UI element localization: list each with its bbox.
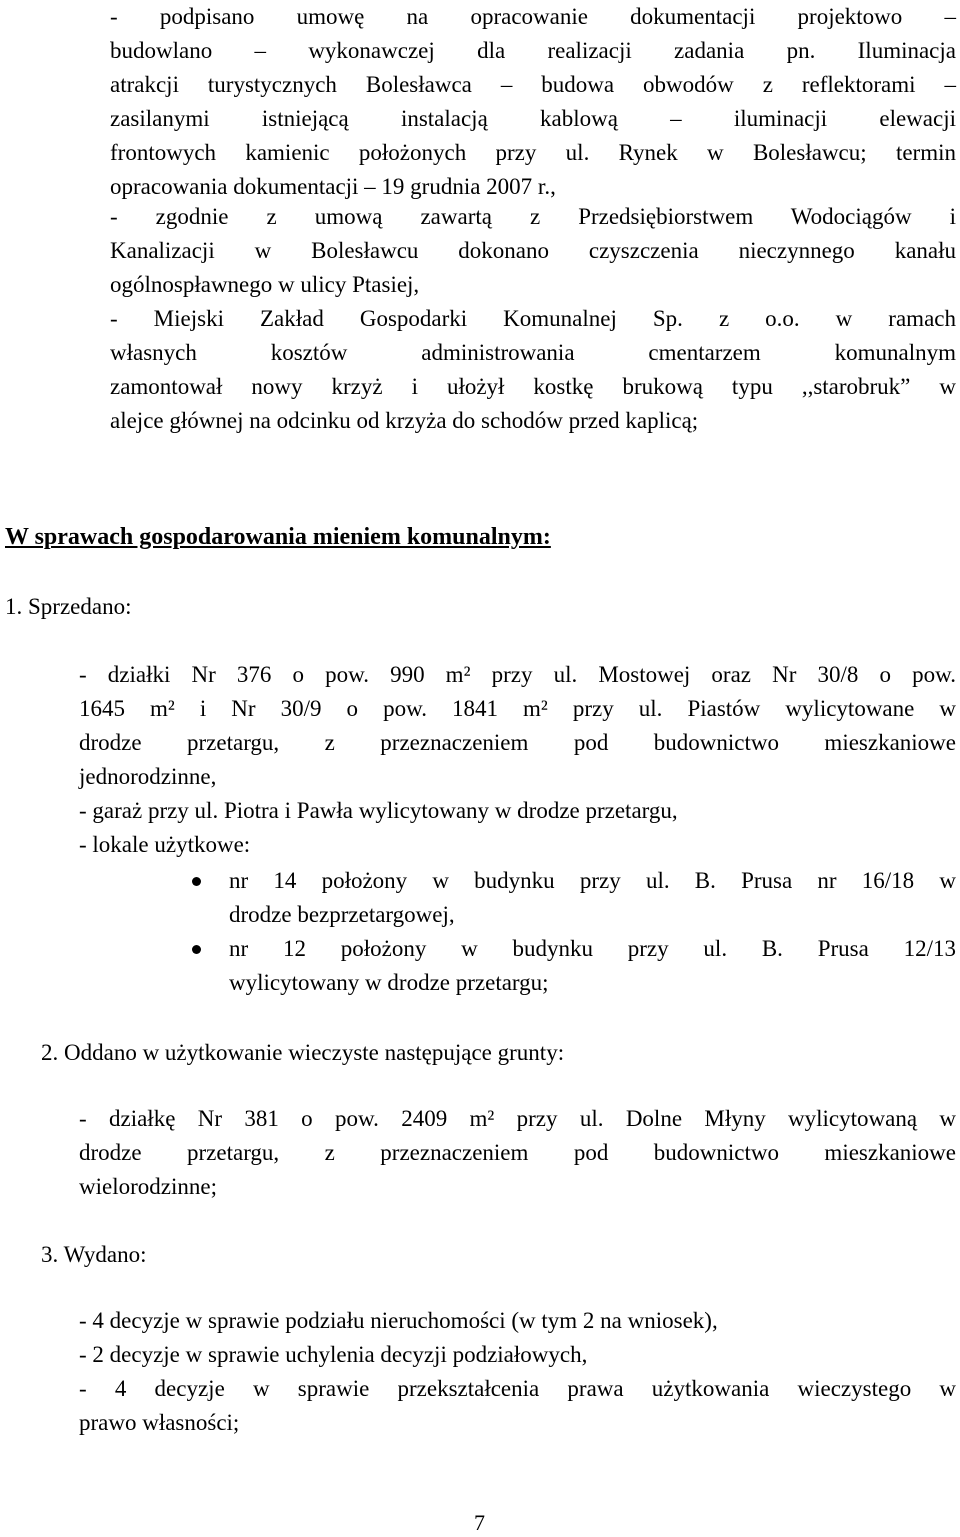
text-line: Kanalizacji w Bolesławcu dokonano czyszczenia nieczynnego kanału xyxy=(110,238,956,263)
text-line: drodze bezprzetargowej, xyxy=(229,902,455,927)
text-line: nr 12 położony w budynku przy ul. B. Prusa 12/13 xyxy=(229,936,956,961)
text-line: - podpisano umowę na opracowanie dokumentacji projektowo – xyxy=(110,4,956,29)
text-line: nr 14 położony w budynku przy ul. B. Prusa nr 16/18 w xyxy=(229,868,956,893)
point1-title: 1. Sprzedano: xyxy=(5,594,132,619)
paragraph-uzytkowanie xyxy=(79,1102,956,1204)
text-line: wielorodzinne; xyxy=(79,1174,217,1199)
bullet-icon xyxy=(192,877,201,886)
text-line: alejce głównej na odcinku od krzyża do schodów przed kaplicą; xyxy=(110,408,699,433)
point3-title: 3. Wydano: xyxy=(41,1242,147,1267)
point2-title: 2. Oddano w użytkowanie wieczyste następujące grunty: xyxy=(41,1040,565,1065)
text-line: jednorodzinne, xyxy=(79,764,217,789)
text-line: - działki Nr 376 o pow. 990 m² przy ul. Mostowej oraz Nr 30/8 o pow. xyxy=(79,662,956,687)
text-line: - Miejski Zakład Gospodarki Komunalnej Sp. z o.o. w ramach xyxy=(110,306,956,331)
text-line: - garaż przy ul. Piotra i Pawła wylicytowany w drodze przetargu, xyxy=(79,798,678,823)
text-line: frontowych kamienic położonych przy ul. Rynek w Bolesławcu; termin xyxy=(110,140,956,165)
paragraph-cmentarz xyxy=(110,302,956,438)
paragraph-iluminacja xyxy=(110,0,956,204)
text-line: - 4 decyzje w sprawie przekształcenia prawa użytkowania wieczystego w xyxy=(79,1376,956,1401)
text-line: - 4 decyzje w sprawie podziału nieruchomości (w tym 2 na wniosek), xyxy=(79,1308,718,1333)
text-line: opracowania dokumentacji – 19 grudnia 2007 r., xyxy=(110,174,556,199)
text-line: drodze przetargu, z przeznaczeniem pod budownictwo mieszkaniowe xyxy=(79,730,956,755)
paragraph-dzialki xyxy=(79,658,956,862)
text-line: - działkę Nr 381 o pow. 2409 m² przy ul. Dolne Młyny wylicytowaną w xyxy=(79,1106,956,1131)
section-heading: W sprawach gospodarowania mieniem komunalnym: xyxy=(5,524,551,550)
bullet-item xyxy=(229,864,956,932)
text-line: - lokale użytkowe: xyxy=(79,832,251,857)
text-line: - zgodnie z umową zawartą z Przedsiębiorstwem Wodociągów i xyxy=(110,204,956,229)
text-line: drodze przetargu, z przeznaczeniem pod budownictwo mieszkaniowe xyxy=(79,1140,956,1165)
text-line: wylicytowany w drodze przetargu; xyxy=(229,970,549,995)
text-line: atrakcji turystycznych Bolesławca – budowa obwodów z reflektorami – xyxy=(110,72,956,97)
text-line: prawo własności; xyxy=(79,1410,240,1435)
text-line: 1645 m² i Nr 30/9 o pow. 1841 m² przy ul. Piastów wylicytowane w xyxy=(79,696,956,721)
text-line: ogólnospławnego w ulicy Ptasiej, xyxy=(110,272,420,297)
text-line: zamontował nowy krzyż i ułożył kostkę brukową typu ,,starobruk” w xyxy=(110,374,956,399)
paragraph-kanalizacja xyxy=(110,200,956,302)
bullet-item xyxy=(229,932,956,1000)
text-line: - 2 decyzje w sprawie uchylenia decyzji podziałowych, xyxy=(79,1342,588,1367)
paragraph-decyzje xyxy=(79,1304,956,1440)
bullet-icon xyxy=(192,945,201,954)
text-line: budowlano – wykonawczej dla realizacji zadania pn. Iluminacja xyxy=(110,38,956,63)
text-line: zasilanymi istniejącą instalacją kablową – iluminacji elewacji xyxy=(110,106,956,131)
text-line: własnych kosztów administrowania cmentarzem komunalnym xyxy=(110,340,956,365)
page-number: 7 xyxy=(474,1510,485,1535)
